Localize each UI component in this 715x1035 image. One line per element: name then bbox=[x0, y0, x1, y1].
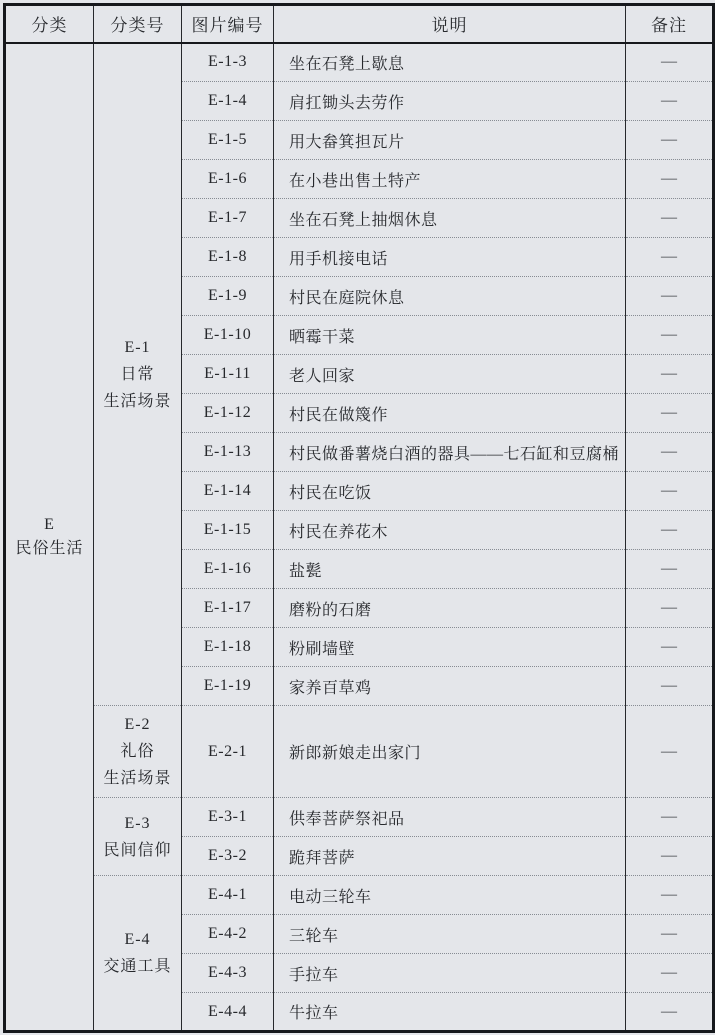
photo-id-cell: E-1-3 bbox=[182, 43, 274, 82]
header-category-code: 分类号 bbox=[94, 5, 182, 43]
description-cell: 老人回家 bbox=[274, 355, 626, 394]
note-cell: — bbox=[626, 394, 714, 433]
note-cell: — bbox=[626, 550, 714, 589]
description-cell: 盐甏 bbox=[274, 550, 626, 589]
photo-id-cell: E-1-5 bbox=[182, 121, 274, 160]
photo-id-cell: E-1-6 bbox=[182, 160, 274, 199]
description-cell: 村民做番薯烧白酒的器具——七石缸和豆腐桶 bbox=[274, 433, 626, 472]
note-cell: — bbox=[626, 82, 714, 121]
photo-id-cell: E-2-1 bbox=[182, 706, 274, 798]
group-code-cell bbox=[94, 706, 182, 798]
group-code-line: 民间信仰 bbox=[103, 841, 172, 859]
category-cell bbox=[5, 43, 94, 1032]
description-cell: 用手机接电话 bbox=[274, 238, 626, 277]
description-cell: 村民在吃饭 bbox=[274, 472, 626, 511]
note-cell: — bbox=[626, 667, 714, 706]
note-cell: — bbox=[626, 355, 714, 394]
description-cell: 磨粉的石磨 bbox=[274, 589, 626, 628]
table-row bbox=[5, 706, 714, 798]
group-code-line: E-4 bbox=[124, 931, 151, 948]
description-cell: 三轮车 bbox=[274, 915, 626, 954]
group-code-cell bbox=[94, 876, 182, 1032]
description-cell: 坐在石凳上歇息 bbox=[274, 43, 626, 82]
photo-id-cell: E-1-4 bbox=[182, 82, 274, 121]
note-cell: — bbox=[626, 589, 714, 628]
photo-id-cell: E-1-18 bbox=[182, 628, 274, 667]
description-cell: 坐在石凳上抽烟休息 bbox=[274, 199, 626, 238]
description-cell: 用大畚箕担瓦片 bbox=[274, 121, 626, 160]
group-code-line: 交通工具 bbox=[103, 958, 172, 975]
note-cell: — bbox=[626, 121, 714, 160]
photo-id-cell: E-1-10 bbox=[182, 316, 274, 355]
photo-id-cell: E-1-12 bbox=[182, 394, 274, 433]
note-cell: — bbox=[626, 837, 714, 876]
group-code-line: 日常 bbox=[120, 365, 155, 383]
group-code-line: E-2 bbox=[124, 716, 151, 733]
description-cell: 村民在庭院休息 bbox=[274, 277, 626, 316]
photo-catalog-table bbox=[3, 3, 715, 1033]
table-body bbox=[5, 43, 714, 1032]
photo-id-cell: E-3-1 bbox=[182, 798, 274, 837]
note-cell: — bbox=[626, 472, 714, 511]
note-cell: — bbox=[626, 798, 714, 837]
table-row bbox=[5, 876, 714, 915]
description-cell: 牛拉车 bbox=[274, 993, 626, 1032]
description-cell: 村民在养花木 bbox=[274, 511, 626, 550]
group-code-cell bbox=[94, 43, 182, 706]
description-cell: 粉刷墙壁 bbox=[274, 628, 626, 667]
note-cell: — bbox=[626, 433, 714, 472]
note-cell: — bbox=[626, 993, 714, 1032]
description-cell: 肩扛锄头去劳作 bbox=[274, 82, 626, 121]
table-row bbox=[5, 798, 714, 837]
photo-id-cell: E-1-15 bbox=[182, 511, 274, 550]
photo-id-cell: E-1-9 bbox=[182, 277, 274, 316]
header-photo-id: 图片编号 bbox=[182, 5, 274, 43]
photo-id-cell: E-1-11 bbox=[182, 355, 274, 394]
description-cell: 供奉菩萨祭祀品 bbox=[274, 798, 626, 837]
note-cell: — bbox=[626, 316, 714, 355]
description-cell: 家养百草鸡 bbox=[274, 667, 626, 706]
note-cell: — bbox=[626, 915, 714, 954]
note-cell: — bbox=[626, 511, 714, 550]
photo-id-cell: E-1-14 bbox=[182, 472, 274, 511]
note-cell: — bbox=[626, 876, 714, 915]
note-cell: — bbox=[626, 954, 714, 993]
description-cell: 在小巷出售土特产 bbox=[274, 160, 626, 199]
note-cell: — bbox=[626, 43, 714, 82]
note-cell: — bbox=[626, 628, 714, 667]
note-cell: — bbox=[626, 160, 714, 199]
description-cell: 电动三轮车 bbox=[274, 876, 626, 915]
photo-id-cell: E-1-13 bbox=[182, 433, 274, 472]
photo-id-cell: E-1-17 bbox=[182, 589, 274, 628]
photo-id-cell: E-4-3 bbox=[182, 954, 274, 993]
description-cell: 跪拜菩萨 bbox=[274, 837, 626, 876]
photo-id-cell: E-4-4 bbox=[182, 993, 274, 1032]
photo-id-cell: E-4-2 bbox=[182, 915, 274, 954]
group-code-cell bbox=[94, 798, 182, 876]
photo-id-cell: E-1-8 bbox=[182, 238, 274, 277]
header-category: 分类 bbox=[5, 5, 94, 43]
header-note: 备注 bbox=[626, 5, 714, 43]
note-cell: — bbox=[626, 199, 714, 238]
photo-id-cell: E-3-2 bbox=[182, 837, 274, 876]
note-cell: — bbox=[626, 706, 714, 798]
group-code-line: E-1 bbox=[124, 338, 151, 356]
photo-id-cell: E-4-1 bbox=[182, 876, 274, 915]
group-code-line: 礼俗 bbox=[120, 743, 155, 760]
group-code-line: 生活场景 bbox=[103, 770, 172, 787]
header-description: 说明 bbox=[274, 5, 626, 43]
table-header bbox=[5, 5, 714, 43]
description-cell: 新郎新娘走出家门 bbox=[274, 706, 626, 798]
description-cell: 村民在做篾作 bbox=[274, 394, 626, 433]
photo-id-cell: E-1-7 bbox=[182, 199, 274, 238]
description-cell: 晒霉干菜 bbox=[274, 316, 626, 355]
table-row bbox=[5, 43, 714, 82]
group-code-line: 生活场景 bbox=[103, 392, 172, 410]
note-cell: — bbox=[626, 277, 714, 316]
group-code-line: E-3 bbox=[124, 814, 151, 832]
header-row bbox=[5, 5, 714, 43]
category-line: 民俗生活 bbox=[15, 539, 84, 557]
description-cell: 手拉车 bbox=[274, 954, 626, 993]
category-line: E bbox=[44, 515, 55, 533]
note-cell: — bbox=[626, 238, 714, 277]
photo-id-cell: E-1-16 bbox=[182, 550, 274, 589]
photo-id-cell: E-1-19 bbox=[182, 667, 274, 706]
